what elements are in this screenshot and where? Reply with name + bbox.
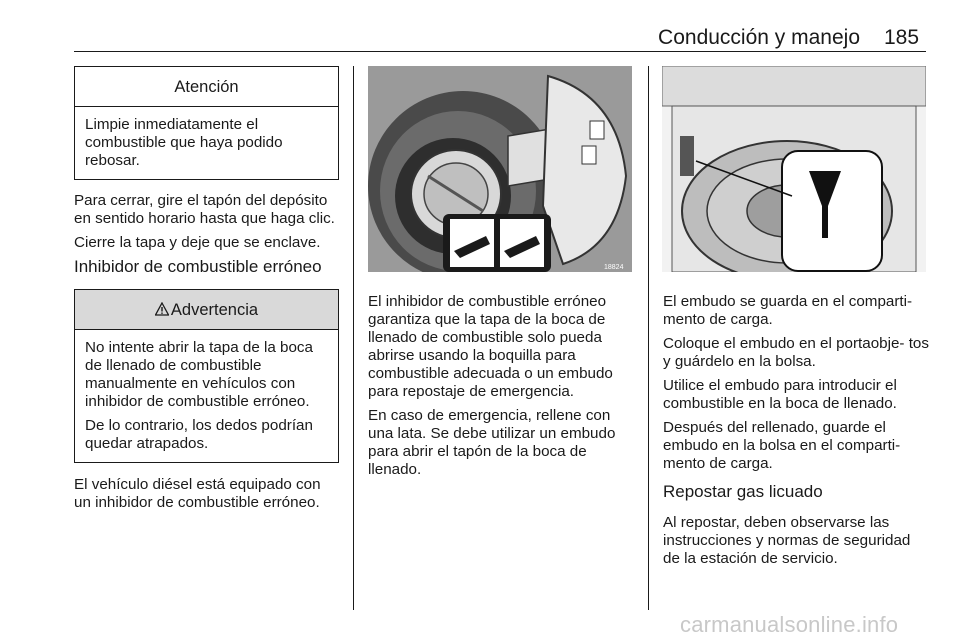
section-title-lpg: Repostar gas licuado — [663, 482, 823, 501]
warning-box — [74, 289, 339, 463]
section-title-misfuel-inhibitor: Inhibidor de combustible erróneo — [74, 257, 322, 276]
attention-heading: Atención — [75, 67, 338, 107]
header-divider — [74, 51, 926, 52]
paragraph-close-cap: Para cerrar, gire el tapón del depósito en sentido horario hasta que haga clic. — [74, 192, 335, 227]
column-2 — [368, 293, 634, 485]
paragraph-funnel-bag: Coloque el embudo en el portaobje- tos y guárdelo en la bolsa. — [663, 335, 929, 370]
warning-text-2: De lo contrario, los dedos podrían quedar atrapados. — [85, 417, 313, 452]
paragraph-funnel-use: Utilice el embudo para introducir el combustible en la boca de llenado. — [663, 377, 897, 412]
warning-text-1: No intente abrir la tapa de la boca de llenado de combustible manualmente en vehículos con inhibidor de combustible erróneo. — [85, 339, 313, 410]
attention-text: Limpie inmediatamente el combustible que haya podido rebosar. — [85, 116, 283, 169]
column-1 — [74, 66, 339, 518]
watermark: carmanualsonline.info — [680, 612, 899, 637]
page-number: 185 — [884, 26, 920, 49]
column-divider-1 — [353, 66, 354, 610]
column-3 — [663, 293, 929, 574]
paragraph-emergency-refuel: En caso de emergencia, rellene con una lata. Se debe utilizar un embudo para abrir el tapón de la boca de llenado. — [368, 407, 616, 478]
attention-box — [74, 66, 339, 180]
figure-number: 18824 — [604, 264, 624, 271]
column-divider-2 — [648, 66, 649, 610]
warning-heading-label: Advertencia — [170, 301, 259, 319]
fuel-filler-flap-illustration — [368, 66, 632, 272]
paragraph-close-flap: Cierre la tapa y deje que se enclave. — [74, 234, 321, 251]
funnel-storage-illustration — [662, 66, 926, 272]
warning-triangle-icon — [155, 302, 169, 316]
page-header-title: Conducción y manejo — [658, 26, 860, 49]
paragraph-lpg-safety: Al repostar, deben observarse las instrucciones y normas de seguridad de la estación de servicio. — [663, 514, 911, 567]
paragraph-funnel-stored: El embudo se guarda en el comparti- mento de carga. — [663, 293, 913, 328]
paragraph-funnel-after: Después del rellenado, guarde el embudo en la bolsa en el comparti- mento de carga. — [663, 419, 901, 472]
warning-heading — [75, 290, 338, 330]
paragraph-inhibitor-description: El inhibidor de combustible erróneo garantiza que la tapa de la boca de llenado de combustible solo pueda abrirse usando la boquilla para combustible adecuada o un embudo para repostaje de emergencia. — [368, 293, 613, 400]
paragraph-diesel-inhibitor: El vehículo diésel está equipado con un inhibidor de combustible erróneo. — [74, 476, 321, 511]
